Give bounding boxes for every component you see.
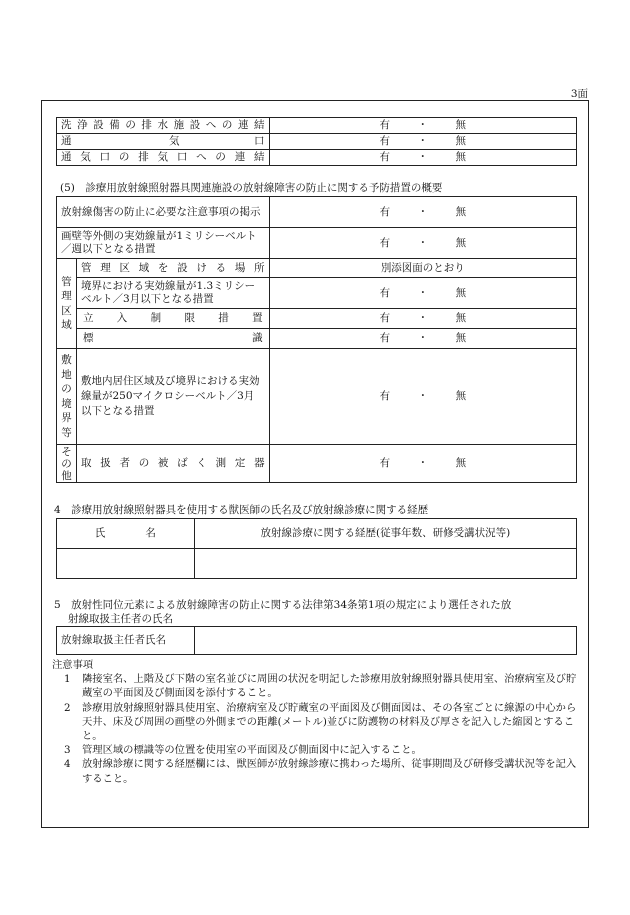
notes-section — [54, 658, 584, 786]
note-item: 4 放射線診療に関する経歴欄には、獣医師が放射線診療に携わった場所、従事期間及び研修受講状況等を記入すること。 — [64, 758, 577, 785]
yes-no-choice[interactable]: 有 ・ 無 — [269, 228, 576, 259]
controlled-area-place-value: 別添図面のとおり — [269, 259, 576, 278]
controlled-area-place-label: 管理区域を設ける場所 — [76, 259, 269, 278]
yes-no-choice[interactable]: 有 ・ 無 — [269, 134, 576, 150]
site-boundary-group-label: 敷地の境界等 — [57, 349, 77, 445]
vet-history-cell[interactable] — [194, 549, 576, 579]
yes-no-choice[interactable]: 有 ・ 無 — [269, 118, 576, 134]
supervisor-name-cell[interactable] — [194, 627, 576, 655]
section4-heading: 4 診療用放射線照射器具を使用する獣医師の氏名及び放射線診療に関する経歴 — [54, 504, 429, 516]
site-boundary-dose-label: 敷地内居住区域及び境界における実効線量が250マイクロシーベルト／3月以下となる措置 — [76, 349, 269, 445]
supervisor-table — [56, 626, 577, 655]
yes-no-choice[interactable]: 有 ・ 無 — [269, 197, 576, 228]
controlled-area-group-label: 管理区域 — [57, 259, 77, 349]
other-group-label: その他 — [57, 445, 77, 483]
boundary-dose-label: 境界における実効線量が1.3ミリシーベルト／3月以下となる措置 — [76, 278, 269, 309]
vent-exhaust-connection-label: 通気口の排気口への連結 — [57, 150, 270, 166]
yes-no-choice[interactable]: 有 ・ 無 — [269, 349, 576, 445]
history-column-header: 放射線診療に関する経歴(従事年数、研修受講状況等) — [194, 519, 576, 549]
notes-title: 注意事項 — [52, 659, 94, 671]
access-restriction-label: 立 入 制 限 措 置 — [76, 309, 269, 329]
yes-no-choice[interactable]: 有 ・ 無 — [269, 278, 576, 309]
veterinarian-table — [56, 518, 577, 579]
notice-display-label: 放射線傷害の防止に必要な注意事項の掲示 — [57, 197, 270, 228]
wall-dose-label: 画壁等外側の実効線量が1ミリシーベルト／週以下となる措置 — [57, 228, 270, 259]
drainage-connection-label: 洗浄設備の排水施設への連結 — [57, 118, 270, 134]
prevention-measures-table — [56, 196, 577, 483]
page-number: 3面 — [570, 88, 588, 100]
drainage-ventilation-table — [56, 117, 577, 166]
note-item: 1 隣接室名、上階及び下階の室名並びに周囲の状況を明記した診療用放射線照射器具使用室、治療病室及び貯蔵室の平面図及び側面図を添付すること。 — [64, 673, 577, 700]
supervisor-name-label: 放射線取扱主任者氏名 — [57, 627, 195, 655]
section5b-heading: 5 放射性同位元素による放射線障害の防止に関する法律第34条第1項の規定により選任された放 射線取扱主任者の氏名 — [54, 599, 512, 625]
vent-label: 通 気 口 — [57, 134, 270, 150]
dosimeter-label: 取扱者の被ばく測定器 — [76, 445, 269, 483]
yes-no-choice[interactable]: 有 ・ 無 — [269, 445, 576, 483]
note-item: 3 管理区域の標識等の位置を使用室の平面図及び側面図中に記入すること。 — [64, 744, 422, 757]
vet-name-cell[interactable] — [57, 549, 195, 579]
yes-no-choice[interactable]: 有 ・ 無 — [269, 309, 576, 329]
yes-no-choice[interactable]: 有 ・ 無 — [269, 150, 576, 166]
yes-no-choice[interactable]: 有 ・ 無 — [269, 329, 576, 349]
section5-heading: (5) 診療用放射線照射器具関連施設の放射線障害の防止に関する予防措置の概要 — [60, 182, 443, 194]
note-item: 2 診療用放射線照射器具使用室、治療病室及び貯蔵室の平面図及び側面図は、その各室ごとに線源の中心から天井、床及び周囲の画壁の外側までの距離(メートル)並びに防護物の材料及び厚さを記入した縮図とすること。 — [64, 701, 577, 743]
name-column-header: 氏 名 — [57, 519, 195, 549]
sign-label: 標 識 — [76, 329, 269, 349]
